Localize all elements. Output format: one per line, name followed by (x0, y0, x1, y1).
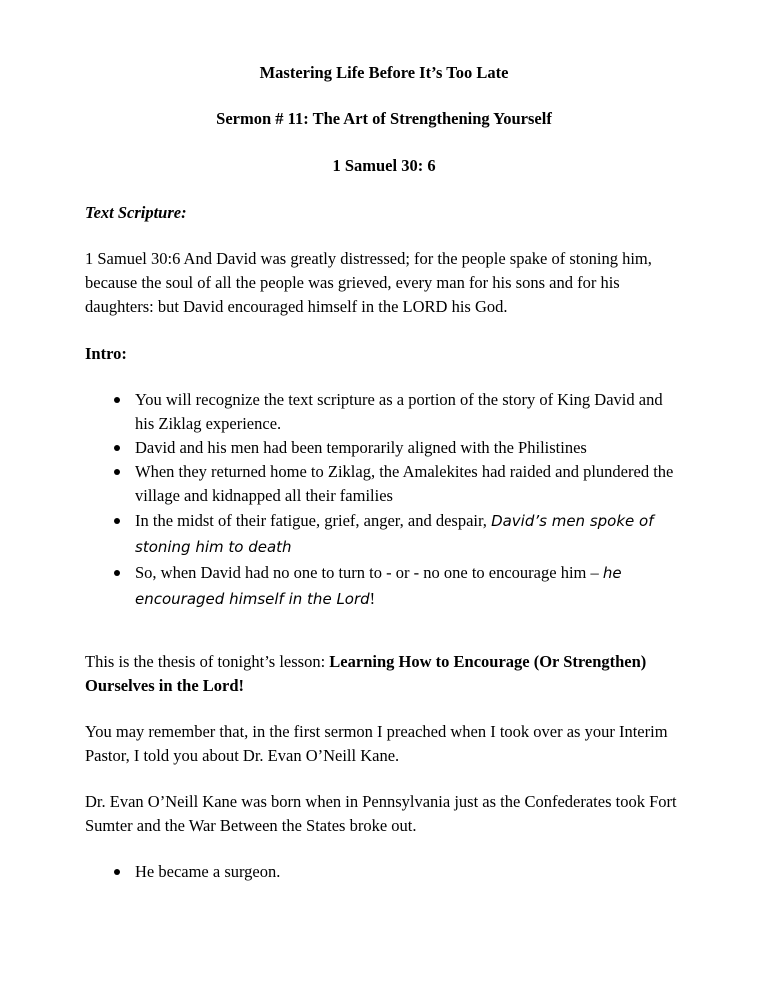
thesis-statement: Learning How to Encourage (Or Strengthen) Ourselves in the Lord! (85, 652, 647, 695)
text-scripture-body: 1 Samuel 30:6 And David was greatly distressed; for the people spake of stoning him, because the soul of all the people was grieved, every man for his sons and for his daughters: but David encouraged himself in the LORD his God. (85, 249, 652, 316)
bullet-dot-icon (114, 570, 120, 576)
list-item (85, 388, 685, 436)
bullet-dot-icon (114, 518, 120, 524)
bullet-text: You will recognize the text scripture as a portion of the story of King David and his Ziklag experience. (135, 390, 663, 433)
sermon-title: Sermon # 11: The Art of Strengthening Yourself (216, 109, 552, 128)
bullet-text: When they returned home to Ziklag, the Amalekites had raided and plundered the village and kidnapped all their families (135, 462, 674, 505)
body-paragraph: You may remember that, in the first sermon I preached when I took over as your Interim Pastor, I told you about Dr. Evan O’Neill Kane. (85, 722, 668, 765)
thesis-prefix: This is the thesis of tonight’s lesson: (85, 652, 330, 671)
bullet-dot-icon (114, 869, 120, 875)
series-title: Mastering Life Before It’s Too Late (259, 63, 509, 82)
bullet-text: In the midst of their fatigue, grief, anger, and despair, (135, 511, 492, 530)
thesis-paragraph (85, 650, 685, 698)
bullet-text: David and his men had been temporarily aligned with the Philistines (135, 438, 587, 457)
bullet-tail: ! (369, 589, 376, 608)
text-scripture-heading: Text Scripture: (85, 203, 187, 222)
bullet-dot-icon (114, 469, 120, 475)
scripture-reference: 1 Samuel 30: 6 (332, 156, 436, 175)
final-bullet-list (85, 860, 685, 884)
list-item (85, 860, 685, 884)
list-item (85, 560, 685, 612)
bullet-emphasis: David’s men spoke of stoning him to death (135, 512, 654, 556)
intro-bullet-list (85, 388, 685, 612)
list-item (85, 460, 685, 508)
bullet-text: He became a surgeon. (135, 862, 281, 881)
body-paragraph: Dr. Evan O’Neill Kane was born when in Pennsylvania just as the Confederates took Fort Sumter and the War Between the States broke out. (85, 792, 677, 835)
bullet-dot-icon (114, 445, 120, 451)
list-item (85, 508, 685, 560)
bullet-text: So, when David had no one to turn to - or - no one to encourage him – (135, 563, 603, 582)
bullet-emphasis: he encouraged himself in the Lord (135, 564, 622, 608)
bullet-dot-icon (114, 397, 120, 403)
list-item (85, 436, 685, 460)
intro-heading: Intro: (85, 344, 127, 363)
